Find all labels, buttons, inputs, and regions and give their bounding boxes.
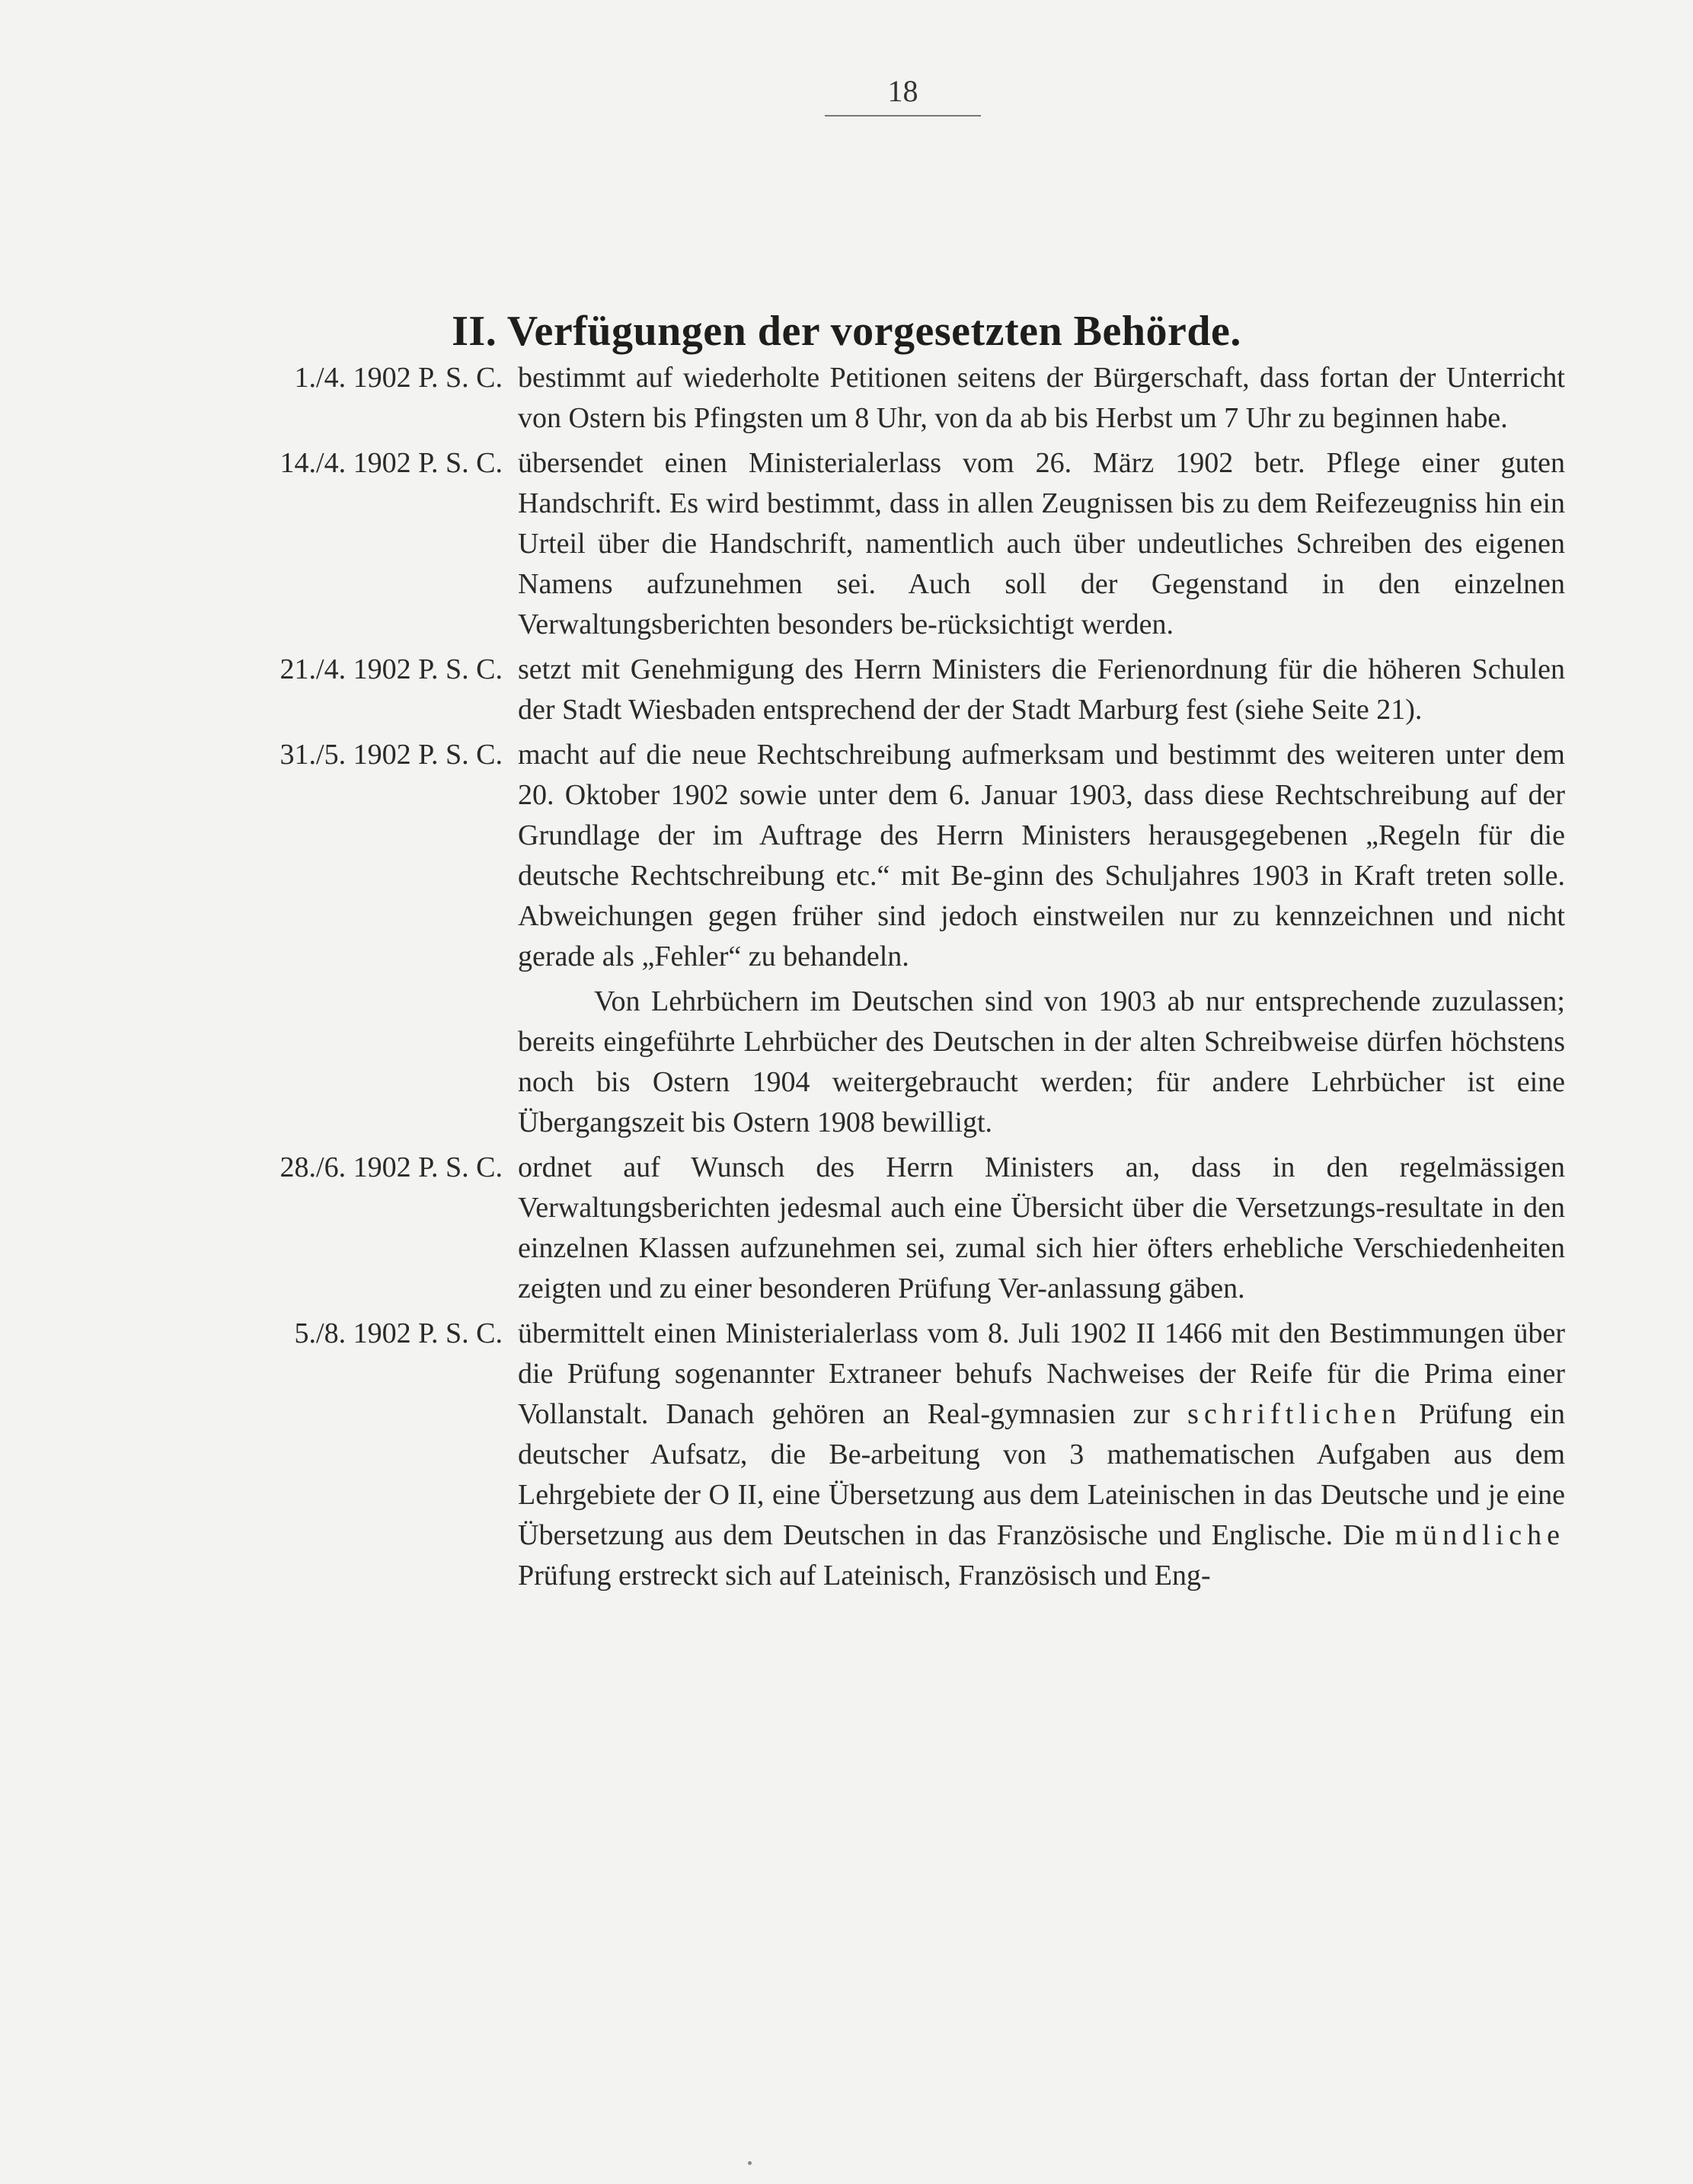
decree-entry <box>213 735 1584 1143</box>
decree-paragraph: setzt mit Genehmigung des Herrn Ministers die Ferienordnung für die höheren Schulen der Stadt Wiesbaden entsprechend der der Stadt Marburg fest (siehe Seite 21). <box>518 653 1565 726</box>
decree-date: 28./6. 1902 P. S. C. <box>280 1151 503 1183</box>
spaced-emphasis-word: mündliche <box>1394 1519 1565 1551</box>
decree-text <box>518 735 1565 1143</box>
decree-entry <box>213 1148 1584 1309</box>
decree-paragraph <box>518 1314 1565 1596</box>
decree-date: 5./8. 1902 P. S. C. <box>294 1317 503 1349</box>
decree-text-part: Prüfung ein deutscher Aufsatz, die Be-arbeitung von 3 mathematischen Aufgaben aus dem Lehrgebiete der O II, eine Übersetzung aus dem Lateinischen in das Deutsche und je eine Übersetzung aus dem Deutschen in das Französische und Englische. Die <box>518 1398 1566 1551</box>
decree-paragraph: macht auf die neue Rechtschreibung aufmerksam und bestimmt des weiteren unter dem 20. Oktober 1902 sowie unter dem 6. Januar 1903, dass diese Rechtschreibung auf der Grundlage der im Auftrage des Herrn Ministers herausgegebenen „Regeln für die deutsche Rechtschreibung etc.“ mit Be-ginn des Schuljahres 1903 in Kraft treten solle. Abweichungen gegen früher sind jedoch einstweilen nur zu kennzeichnen und nicht gerade als „Fehler“ zu behandeln. <box>518 739 1565 972</box>
decree-paragraph: übersendet einen Ministerialerlass vom 26. März 1902 betr. Pflege einer guten Handschrift. Es wird bestimmt, dass in allen Zeugnissen bis zu dem Reifezeugniss hin ein Urteil über die Handschrift, namentlich auch über undeutliches Schreiben des eigenen Namens aufzunehmen sei. Auch soll der Gegenstand in den einzelnen Verwaltungsberichten besonders be-rücksichtigt werden. <box>518 447 1565 640</box>
print-speck <box>748 2161 752 2165</box>
decree-paragraph: bestimmt auf wiederholte Petitionen seitens der Bürgerschaft, dass fortan der Unterricht von Ostern bis Pfingsten um 8 Uhr, von da ab bis Herbst um 7 Uhr zu beginnen habe. <box>518 362 1565 434</box>
decree-text-part: Prüfung erstreckt sich auf Lateinisch, Französisch und Eng- <box>518 1560 1211 1592</box>
decree-paragraph: ordnet auf Wunsch des Herrn Ministers an, dass in den regelmässigen Verwaltungsberichten jedesmal auch eine Übersicht über die Versetzungs-resultate in den einzelnen Klassen aufzunehmen sei, zumal sich hier öfters erhebliche Verschiedenheiten zeigten und zu einer besonderen Prüfung Ver-anlassung gäben. <box>518 1151 1565 1304</box>
decree-text <box>518 650 1565 730</box>
decree-text <box>518 443 1565 645</box>
decree-date: 14./4. 1902 P. S. C. <box>280 447 503 479</box>
decree-date: 31./5. 1902 P. S. C. <box>280 739 503 771</box>
spaced-emphasis-word: schriftlichen <box>1187 1398 1402 1430</box>
decree-entry <box>213 443 1584 645</box>
section-title: II. Verfügungen der vorgesetzten Behörde. <box>452 307 1241 355</box>
decree-text <box>518 1148 1565 1309</box>
decree-entry <box>213 650 1584 730</box>
decree-continuation-paragraph: Von Lehrbüchern im Deutschen sind von 1903 ab nur entsprechende zuzulassen; bereits eingeführte Lehrbücher des Deutschen in der alten Schreibweise dürfen höchstens noch bis Ostern 1904 weitergebraucht werden; für andere Lehrbücher ist eine Übergangszeit bis Ostern 1908 bewilligt. <box>518 985 1565 1138</box>
decree-list <box>213 358 1584 1601</box>
decree-date: 21./4. 1902 P. S. C. <box>280 653 503 685</box>
decree-text <box>518 358 1565 439</box>
decree-text-part: übermittelt einen Ministerialerlass vom 8. Juli 1902 II 1466 mit den Bestimmungen über die Prüfung sogenannter Extraneer behufs Nachweises der Reife für die Prima einer Vollanstalt. Danach gehören an Real-gymnasien zur <box>518 1317 1565 1430</box>
page-number-rule <box>825 115 981 117</box>
decree-date: 1./4. 1902 P. S. C. <box>294 362 503 394</box>
decree-entry <box>213 1314 1584 1596</box>
decree-text <box>518 1314 1565 1596</box>
decree-entry <box>213 358 1584 439</box>
page-number: 18 <box>887 74 918 108</box>
